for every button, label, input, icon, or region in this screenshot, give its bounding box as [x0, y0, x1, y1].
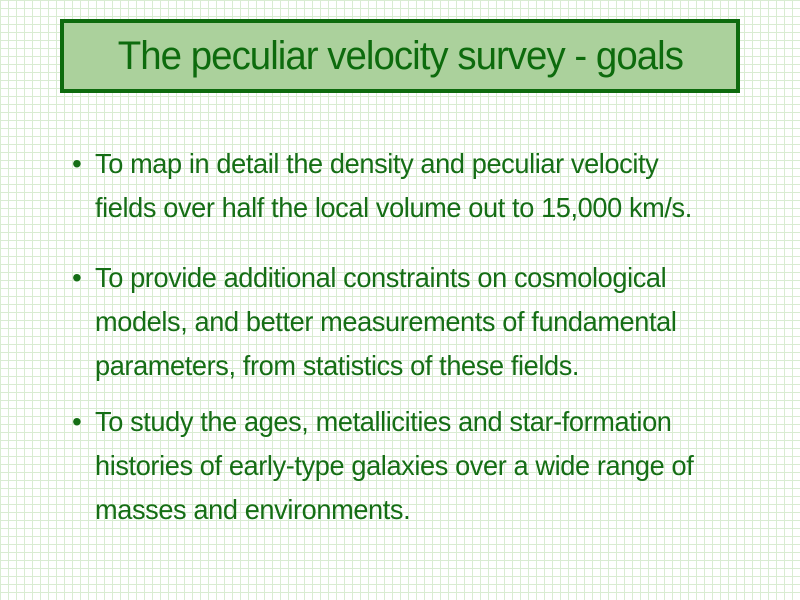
bullet-line: To study the ages, metallicities and star-formation	[95, 406, 672, 437]
bullet-item-1	[72, 142, 710, 230]
bullet-line: masses and environments.	[95, 494, 411, 525]
bullet-text	[95, 142, 710, 230]
bullet-line: histories of early-type galaxies over a wide range of	[95, 450, 694, 481]
bullet-text	[95, 256, 695, 388]
bullet-icon: •	[72, 148, 82, 179]
bullet-line: parameters, from statistics of these fields.	[95, 350, 580, 381]
bullet-line: To provide additional constraints on cosmological	[95, 262, 667, 293]
page-title: The peculiar velocity survey - goals	[117, 33, 683, 78]
bullet-line: fields over half the local volume out to 15,000 km/s.	[95, 192, 692, 223]
bullet-icon: •	[72, 406, 82, 437]
bullet-line: To map in detail the density and peculiar velocity	[95, 148, 659, 179]
bullet-text	[95, 400, 712, 532]
bullet-item-2	[72, 256, 695, 388]
title-box	[60, 19, 740, 93]
bullet-line: models, and better measurements of fundamental	[95, 306, 677, 337]
bullet-icon: •	[72, 262, 82, 293]
bullet-item-3	[72, 400, 712, 532]
